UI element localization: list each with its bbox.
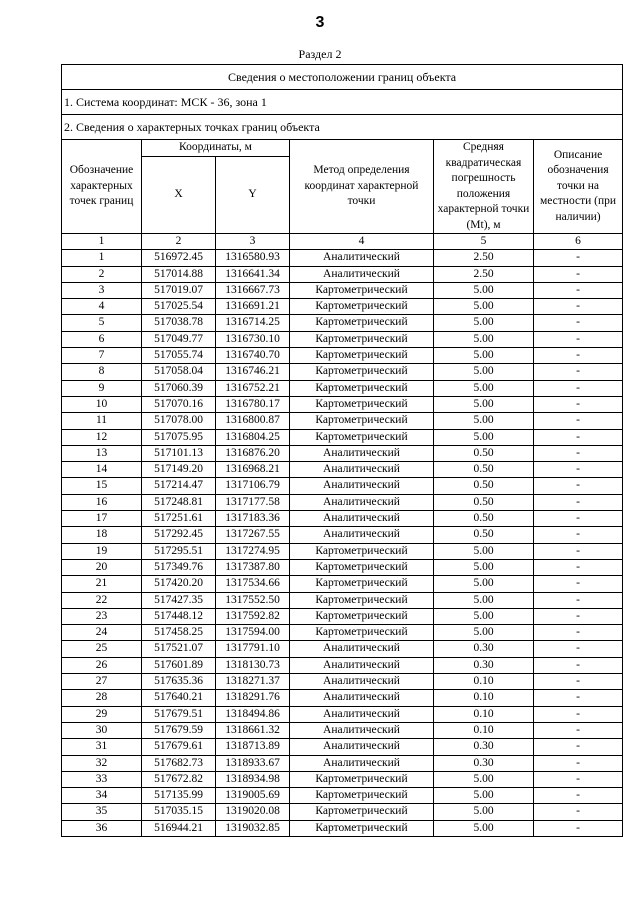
table-row xyxy=(62,478,623,494)
point-number-cell: 19 xyxy=(62,543,142,559)
description-cell: - xyxy=(534,396,623,412)
method-cell: Аналитический xyxy=(290,657,434,673)
coord-x-cell: 517448.12 xyxy=(142,608,216,624)
table-row xyxy=(62,690,623,706)
description-cell: - xyxy=(534,429,623,445)
method-cell: Аналитический xyxy=(290,478,434,494)
table-row xyxy=(62,364,623,380)
header-description: Описание обозначения точки на местности (при наличии) xyxy=(534,140,623,234)
error-cell: 0.50 xyxy=(434,445,534,461)
description-cell: - xyxy=(534,494,623,510)
description-cell: - xyxy=(534,315,623,331)
method-cell: Аналитический xyxy=(290,445,434,461)
description-cell: - xyxy=(534,771,623,787)
method-cell: Картометрический xyxy=(290,282,434,298)
coord-y-cell: 1316752.21 xyxy=(216,380,290,396)
coord-x-cell: 517679.61 xyxy=(142,739,216,755)
method-cell: Картометрический xyxy=(290,364,434,380)
header-point-designation: Обозначение характерных точек границ xyxy=(62,140,142,234)
table-row xyxy=(62,706,623,722)
description-cell: - xyxy=(534,722,623,738)
description-cell: - xyxy=(534,739,623,755)
point-number-cell: 25 xyxy=(62,641,142,657)
description-cell: - xyxy=(534,282,623,298)
error-cell: 5.00 xyxy=(434,771,534,787)
method-cell: Картометрический xyxy=(290,380,434,396)
table-row xyxy=(62,771,623,787)
coord-y-cell: 1317387.80 xyxy=(216,559,290,575)
coord-y-cell: 1317267.55 xyxy=(216,527,290,543)
coord-x-cell: 517058.04 xyxy=(142,364,216,380)
coord-x-cell: 517248.81 xyxy=(142,494,216,510)
point-number-cell: 1 xyxy=(62,250,142,266)
coord-x-cell: 517078.00 xyxy=(142,413,216,429)
method-cell: Картометрический xyxy=(290,608,434,624)
coord-x-cell: 517679.51 xyxy=(142,706,216,722)
description-cell: - xyxy=(534,348,623,364)
point-number-cell: 35 xyxy=(62,804,142,820)
column-number: 4 xyxy=(290,234,434,250)
point-number-cell: 18 xyxy=(62,527,142,543)
coord-y-cell: 1318934.98 xyxy=(216,771,290,787)
coord-y-cell: 1318271.37 xyxy=(216,674,290,690)
description-cell: - xyxy=(534,364,623,380)
error-cell: 2.50 xyxy=(434,250,534,266)
error-cell: 0.30 xyxy=(434,739,534,755)
method-cell: Аналитический xyxy=(290,641,434,657)
coord-x-cell: 517251.61 xyxy=(142,511,216,527)
coord-y-cell: 1316876.20 xyxy=(216,445,290,461)
description-cell: - xyxy=(534,804,623,820)
column-number: 3 xyxy=(216,234,290,250)
boundary-points-table xyxy=(61,64,623,837)
point-number-cell: 10 xyxy=(62,396,142,412)
column-number: 2 xyxy=(142,234,216,250)
coord-x-cell: 517420.20 xyxy=(142,576,216,592)
error-cell: 5.00 xyxy=(434,576,534,592)
coord-x-cell: 517601.89 xyxy=(142,657,216,673)
coord-y-cell: 1317592.82 xyxy=(216,608,290,624)
table-row xyxy=(62,462,623,478)
method-cell: Аналитический xyxy=(290,739,434,755)
error-cell: 5.00 xyxy=(434,820,534,836)
coord-y-cell: 1318130.73 xyxy=(216,657,290,673)
coord-y-cell: 1316667.73 xyxy=(216,282,290,298)
points-section-title: 2. Сведения о характерных точках границ объекта xyxy=(62,115,623,140)
description-cell: - xyxy=(534,576,623,592)
point-number-cell: 23 xyxy=(62,608,142,624)
coord-y-cell: 1316714.25 xyxy=(216,315,290,331)
description-cell: - xyxy=(534,608,623,624)
error-cell: 5.00 xyxy=(434,788,534,804)
coord-y-cell: 1318713.89 xyxy=(216,739,290,755)
table-row xyxy=(62,511,623,527)
point-number-cell: 6 xyxy=(62,331,142,347)
method-cell: Картометрический xyxy=(290,543,434,559)
error-cell: 0.30 xyxy=(434,641,534,657)
point-number-cell: 29 xyxy=(62,706,142,722)
coord-y-cell: 1316746.21 xyxy=(216,364,290,380)
method-cell: Картометрический xyxy=(290,625,434,641)
description-cell: - xyxy=(534,380,623,396)
description-cell: - xyxy=(534,478,623,494)
point-number-cell: 22 xyxy=(62,592,142,608)
coord-y-cell: 1316641.34 xyxy=(216,266,290,282)
method-cell: Аналитический xyxy=(290,722,434,738)
coord-x-cell: 517060.39 xyxy=(142,380,216,396)
error-cell: 0.50 xyxy=(434,462,534,478)
point-number-cell: 17 xyxy=(62,511,142,527)
table-row xyxy=(62,820,623,836)
table-row xyxy=(62,494,623,510)
coord-x-cell: 517149.20 xyxy=(142,462,216,478)
coord-y-cell: 1319032.85 xyxy=(216,820,290,836)
coord-y-cell: 1318494.86 xyxy=(216,706,290,722)
table-row xyxy=(62,348,623,364)
table-row xyxy=(62,576,623,592)
coord-y-cell: 1316968.21 xyxy=(216,462,290,478)
coord-x-cell: 517135.99 xyxy=(142,788,216,804)
page-number: 3 xyxy=(315,14,325,31)
column-numbers-row xyxy=(62,234,623,250)
error-cell: 5.00 xyxy=(434,413,534,429)
coord-y-cell: 1317106.79 xyxy=(216,478,290,494)
header-coordinates: Координаты, м xyxy=(142,140,290,157)
error-cell: 0.30 xyxy=(434,755,534,771)
description-cell: - xyxy=(534,331,623,347)
coord-x-cell: 517521.07 xyxy=(142,641,216,657)
description-cell: - xyxy=(534,511,623,527)
error-cell: 5.00 xyxy=(434,364,534,380)
coord-y-cell: 1317594.00 xyxy=(216,625,290,641)
description-cell: - xyxy=(534,674,623,690)
error-cell: 0.30 xyxy=(434,657,534,673)
point-number-cell: 3 xyxy=(62,282,142,298)
coord-x-cell: 517349.76 xyxy=(142,559,216,575)
method-cell: Аналитический xyxy=(290,755,434,771)
point-number-cell: 16 xyxy=(62,494,142,510)
description-cell: - xyxy=(534,657,623,673)
error-cell: 0.50 xyxy=(434,511,534,527)
error-cell: 5.00 xyxy=(434,625,534,641)
table-row xyxy=(62,755,623,771)
method-cell: Картометрический xyxy=(290,820,434,836)
table-row xyxy=(62,250,623,266)
coord-x-cell: 517635.36 xyxy=(142,674,216,690)
table-row xyxy=(62,543,623,559)
method-cell: Аналитический xyxy=(290,690,434,706)
point-number-cell: 7 xyxy=(62,348,142,364)
error-cell: 5.00 xyxy=(434,559,534,575)
method-cell: Картометрический xyxy=(290,429,434,445)
point-number-cell: 31 xyxy=(62,739,142,755)
method-cell: Аналитический xyxy=(290,462,434,478)
method-cell: Картометрический xyxy=(290,348,434,364)
description-cell: - xyxy=(534,250,623,266)
table-row xyxy=(62,282,623,298)
column-number: 1 xyxy=(62,234,142,250)
error-cell: 2.50 xyxy=(434,266,534,282)
method-cell: Картометрический xyxy=(290,804,434,820)
coord-x-cell: 517679.59 xyxy=(142,722,216,738)
error-cell: 5.00 xyxy=(434,380,534,396)
point-number-cell: 26 xyxy=(62,657,142,673)
description-cell: - xyxy=(534,690,623,706)
coord-y-cell: 1317183.36 xyxy=(216,511,290,527)
point-number-cell: 4 xyxy=(62,299,142,315)
error-cell: 5.00 xyxy=(434,331,534,347)
method-cell: Картометрический xyxy=(290,331,434,347)
point-number-cell: 24 xyxy=(62,625,142,641)
coord-x-cell: 517295.51 xyxy=(142,543,216,559)
error-cell: 5.00 xyxy=(434,315,534,331)
coord-y-cell: 1317274.95 xyxy=(216,543,290,559)
coord-y-cell: 1316691.21 xyxy=(216,299,290,315)
table-row xyxy=(62,657,623,673)
column-number: 6 xyxy=(534,234,623,250)
table-row xyxy=(62,527,623,543)
description-cell: - xyxy=(534,445,623,461)
table-row xyxy=(62,331,623,347)
point-number-cell: 32 xyxy=(62,755,142,771)
coord-x-cell: 517055.74 xyxy=(142,348,216,364)
point-number-cell: 2 xyxy=(62,266,142,282)
error-cell: 5.00 xyxy=(434,348,534,364)
point-number-cell: 12 xyxy=(62,429,142,445)
coord-y-cell: 1319005.69 xyxy=(216,788,290,804)
table-row xyxy=(62,429,623,445)
error-cell: 5.00 xyxy=(434,804,534,820)
point-number-cell: 34 xyxy=(62,788,142,804)
table-row xyxy=(62,299,623,315)
coord-x-cell: 517025.54 xyxy=(142,299,216,315)
point-number-cell: 28 xyxy=(62,690,142,706)
coord-y-cell: 1317552.50 xyxy=(216,592,290,608)
coord-x-cell: 517682.73 xyxy=(142,755,216,771)
header-error: Средняя квадратическая погрешность положения характерной точки (Mt), м xyxy=(434,140,534,234)
method-cell: Аналитический xyxy=(290,494,434,510)
section-title: Раздел 2 xyxy=(298,47,342,61)
coord-x-cell: 517038.78 xyxy=(142,315,216,331)
error-cell: 0.10 xyxy=(434,674,534,690)
coord-x-cell: 516972.45 xyxy=(142,250,216,266)
coord-x-cell: 517214.47 xyxy=(142,478,216,494)
error-cell: 5.00 xyxy=(434,543,534,559)
table-row xyxy=(62,625,623,641)
table-row xyxy=(62,641,623,657)
description-cell: - xyxy=(534,641,623,657)
method-cell: Картометрический xyxy=(290,299,434,315)
coord-x-cell: 517014.88 xyxy=(142,266,216,282)
coord-y-cell: 1319020.08 xyxy=(216,804,290,820)
error-cell: 0.10 xyxy=(434,690,534,706)
coord-system-row: 1. Система координат: МСК - 36, зона 1 xyxy=(62,90,623,115)
coord-y-cell: 1318291.76 xyxy=(216,690,290,706)
error-cell: 0.50 xyxy=(434,527,534,543)
point-number-cell: 27 xyxy=(62,674,142,690)
method-cell: Аналитический xyxy=(290,266,434,282)
point-number-cell: 13 xyxy=(62,445,142,461)
description-cell: - xyxy=(534,820,623,836)
coord-y-cell: 1317177.58 xyxy=(216,494,290,510)
description-cell: - xyxy=(534,559,623,575)
error-cell: 5.00 xyxy=(434,396,534,412)
coord-x-cell: 517101.13 xyxy=(142,445,216,461)
point-number-cell: 11 xyxy=(62,413,142,429)
description-cell: - xyxy=(534,527,623,543)
header-y: Y xyxy=(216,156,290,233)
error-cell: 0.50 xyxy=(434,494,534,510)
description-cell: - xyxy=(534,788,623,804)
table-row xyxy=(62,674,623,690)
point-number-cell: 30 xyxy=(62,722,142,738)
error-cell: 5.00 xyxy=(434,592,534,608)
coord-x-cell: 517070.16 xyxy=(142,396,216,412)
method-cell: Аналитический xyxy=(290,706,434,722)
point-number-cell: 8 xyxy=(62,364,142,380)
header-x: X xyxy=(142,156,216,233)
description-cell: - xyxy=(534,625,623,641)
method-cell: Картометрический xyxy=(290,576,434,592)
description-cell: - xyxy=(534,299,623,315)
error-cell: 5.00 xyxy=(434,429,534,445)
coord-y-cell: 1318661.32 xyxy=(216,722,290,738)
description-cell: - xyxy=(534,592,623,608)
method-cell: Картометрический xyxy=(290,788,434,804)
table-row xyxy=(62,413,623,429)
description-cell: - xyxy=(534,462,623,478)
coord-y-cell: 1316730.10 xyxy=(216,331,290,347)
coord-y-cell: 1317534.66 xyxy=(216,576,290,592)
coord-y-cell: 1316740.70 xyxy=(216,348,290,364)
coord-x-cell: 517640.21 xyxy=(142,690,216,706)
description-cell: - xyxy=(534,266,623,282)
coord-y-cell: 1316580.93 xyxy=(216,250,290,266)
coord-x-cell: 517019.07 xyxy=(142,282,216,298)
coord-x-cell: 516944.21 xyxy=(142,820,216,836)
point-number-cell: 21 xyxy=(62,576,142,592)
coord-y-cell: 1316800.87 xyxy=(216,413,290,429)
table-row xyxy=(62,559,623,575)
table-row xyxy=(62,315,623,331)
table-row xyxy=(62,608,623,624)
table-row xyxy=(62,722,623,738)
error-cell: 5.00 xyxy=(434,282,534,298)
header-method: Метод определения координат характерной точки xyxy=(290,140,434,234)
point-number-cell: 9 xyxy=(62,380,142,396)
method-cell: Аналитический xyxy=(290,511,434,527)
point-number-cell: 33 xyxy=(62,771,142,787)
error-cell: 0.10 xyxy=(434,722,534,738)
description-cell: - xyxy=(534,543,623,559)
coord-y-cell: 1317791.10 xyxy=(216,641,290,657)
coord-x-cell: 517049.77 xyxy=(142,331,216,347)
description-cell: - xyxy=(534,755,623,771)
method-cell: Аналитический xyxy=(290,674,434,690)
table-title: Сведения о местоположении границ объекта xyxy=(62,65,623,90)
point-number-cell: 20 xyxy=(62,559,142,575)
error-cell: 5.00 xyxy=(434,299,534,315)
point-number-cell: 15 xyxy=(62,478,142,494)
column-number: 5 xyxy=(434,234,534,250)
method-cell: Картометрический xyxy=(290,771,434,787)
method-cell: Картометрический xyxy=(290,396,434,412)
method-cell: Картометрический xyxy=(290,559,434,575)
coord-y-cell: 1318933.67 xyxy=(216,755,290,771)
description-cell: - xyxy=(534,413,623,429)
point-number-cell: 5 xyxy=(62,315,142,331)
method-cell: Аналитический xyxy=(290,527,434,543)
table-row xyxy=(62,739,623,755)
table-row xyxy=(62,592,623,608)
point-number-cell: 14 xyxy=(62,462,142,478)
table-row xyxy=(62,788,623,804)
table-row xyxy=(62,380,623,396)
table-row xyxy=(62,804,623,820)
point-number-cell: 36 xyxy=(62,820,142,836)
error-cell: 0.10 xyxy=(434,706,534,722)
method-cell: Картометрический xyxy=(290,413,434,429)
method-cell: Аналитический xyxy=(290,250,434,266)
coord-x-cell: 517035.15 xyxy=(142,804,216,820)
error-cell: 5.00 xyxy=(434,608,534,624)
description-cell: - xyxy=(534,706,623,722)
table-row xyxy=(62,266,623,282)
coord-x-cell: 517458.25 xyxy=(142,625,216,641)
coord-x-cell: 517672.82 xyxy=(142,771,216,787)
coord-x-cell: 517427.35 xyxy=(142,592,216,608)
coord-y-cell: 1316780.17 xyxy=(216,396,290,412)
table-row xyxy=(62,445,623,461)
method-cell: Картометрический xyxy=(290,315,434,331)
coord-y-cell: 1316804.25 xyxy=(216,429,290,445)
table-row xyxy=(62,396,623,412)
coord-x-cell: 517292.45 xyxy=(142,527,216,543)
coord-x-cell: 517075.95 xyxy=(142,429,216,445)
error-cell: 0.50 xyxy=(434,478,534,494)
method-cell: Картометрический xyxy=(290,592,434,608)
